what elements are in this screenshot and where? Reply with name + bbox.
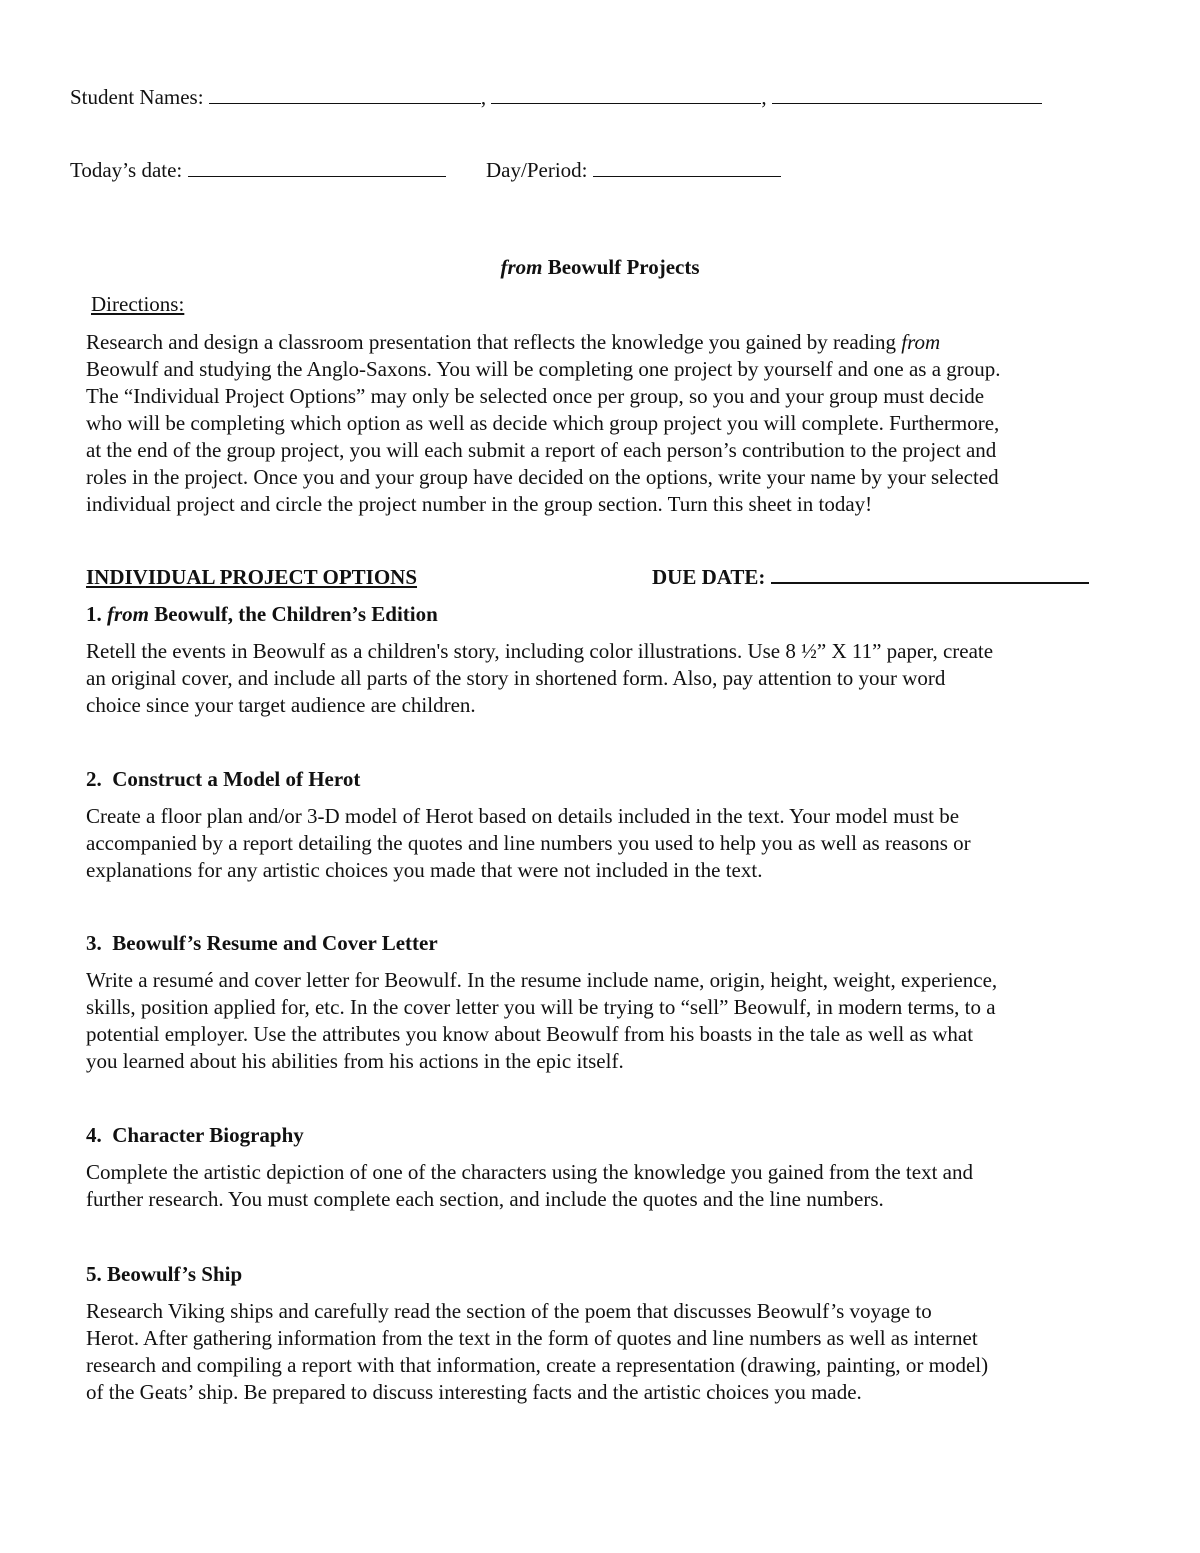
project-title-text: Beowulf’s Resume and Cover Letter [112, 931, 438, 955]
comma-separator: , [480, 85, 487, 109]
individual-options-heading [86, 564, 1126, 591]
project-1 [86, 601, 1126, 719]
student-name-blank-3[interactable] [772, 85, 1042, 104]
project-description-line: you learned about his abilities from his actions in the epic itself. [86, 1049, 624, 1073]
directions-text: The “Individual Project Options” may only be selected once per group, so you and your group must decide [86, 384, 985, 408]
date-row [70, 157, 781, 184]
project-description-line: accompanied by a report detailing the quotes and line numbers you used to help you as well as reasons or [86, 831, 971, 855]
day-period-label: Day/Period: [486, 158, 588, 182]
directions-label: Directions: [91, 292, 185, 316]
project-description-line: Retell the events in Beowulf as a children's story, including color illustrations. Use 8 ½” X 11” paper, create [86, 639, 994, 663]
project-description-line: Research Viking ships and carefully read the section of the poem that discusses Beowulf’s voyage to [86, 1299, 932, 1323]
directions-text: roles in the project. Once you and your group have decided on the options, write your name by your selected [86, 465, 999, 489]
comma-separator: , [761, 85, 767, 109]
project-description-line: an original cover, and include all parts of the story in shortened form. Also, pay attention to your word [86, 666, 946, 690]
project-number: 4. [86, 1123, 113, 1147]
project-title-italic: from [107, 602, 149, 626]
project-description-line: of the Geats’ ship. Be prepared to discuss interesting facts and the artistic choices you made. [86, 1380, 862, 1404]
project-title [86, 930, 1126, 957]
project-description-line: further research. You must complete each section, and include the quotes and the line numbers. [86, 1187, 884, 1211]
project-description-line: explanations for any artistic choices you made that were not included in the text. [86, 858, 763, 882]
directions-line [86, 437, 1126, 464]
student-names-label: Student Names: [70, 85, 204, 109]
project-5 [86, 1261, 1126, 1406]
todays-date-blank[interactable] [188, 158, 446, 177]
due-date-row [652, 564, 1089, 591]
day-period-blank[interactable] [593, 158, 781, 177]
project-number: 2. [86, 767, 113, 791]
directions-line [86, 356, 1126, 383]
project-2 [86, 766, 1126, 884]
page-title [0, 254, 1200, 281]
project-description-line: Write a resumé and cover letter for Beowulf. In the resume include name, origin, height, weight, experience, [86, 968, 998, 992]
due-date-label: DUE DATE: [652, 565, 766, 589]
student-name-blank-1[interactable] [209, 85, 481, 104]
project-title [86, 766, 1126, 793]
project-description-line: skills, position applied for, etc. In the cover letter you will be trying to “sell” Beowulf, in modern terms, to a [86, 995, 996, 1019]
project-title-text: Beowulf, the Children’s Edition [149, 602, 438, 626]
directions-text: Research and design a classroom presentation that reflects the knowledge you gained by reading [86, 330, 902, 354]
project-title [86, 1122, 1126, 1149]
directions-line [86, 329, 1126, 356]
project-title-text: Construct a Model of Herot [112, 767, 361, 791]
project-description-line: Complete the artistic depiction of one of the characters using the knowledge you gained from the text and [86, 1160, 973, 1184]
directions-line [86, 383, 1126, 410]
student-names-row [70, 84, 1042, 111]
project-4 [86, 1122, 1126, 1213]
directions-line [86, 491, 1126, 518]
directions-italic: from [901, 330, 941, 354]
due-date-blank[interactable] [771, 564, 1089, 584]
student-name-blank-2[interactable] [491, 85, 761, 104]
project-description-line: choice since your target audience are children. [86, 693, 476, 717]
project-title [86, 601, 1126, 628]
project-description-line: Create a floor plan and/or 3-D model of Herot based on details included in the text. Your model must be [86, 804, 960, 828]
directions-text: at the end of the group project, you will each submit a report of each person’s contribution to the project and [86, 438, 997, 462]
title-text: Beowulf Projects [542, 255, 700, 279]
directions-text: individual project and circle the project number in the group section. Turn this sheet in today! [86, 492, 873, 516]
project-number: 5. [86, 1262, 107, 1286]
project-number: 3. [86, 931, 113, 955]
directions-text: who will be completing which option as well as decide which group project you will complete. Furthermore, [86, 411, 1000, 435]
project-description-line: research and compiling a report with that information, create a representation (drawing, painting, or model) [86, 1353, 989, 1377]
project-description-line: Herot. After gathering information from the text in the form of quotes and line numbers as well as internet [86, 1326, 978, 1350]
todays-date-label: Today’s date: [70, 158, 183, 182]
individual-options-title: INDIVIDUAL PROJECT OPTIONS [86, 565, 418, 589]
project-title-text: Character Biography [112, 1123, 304, 1147]
project-number: 1. [86, 602, 107, 626]
project-3 [86, 930, 1126, 1075]
title-italic: from [500, 255, 543, 279]
directions-paragraph [86, 329, 1126, 518]
project-title [86, 1261, 1126, 1288]
directions-line [86, 410, 1126, 437]
project-description-line: potential employer. Use the attributes you know about Beowulf from his boasts in the tale as well as what [86, 1022, 974, 1046]
directions-text: Beowulf and studying the Anglo-Saxons. You will be completing one project by yourself and one as a group. [86, 357, 1001, 381]
project-title-text: Beowulf’s Ship [107, 1262, 243, 1286]
directions-line [86, 464, 1126, 491]
